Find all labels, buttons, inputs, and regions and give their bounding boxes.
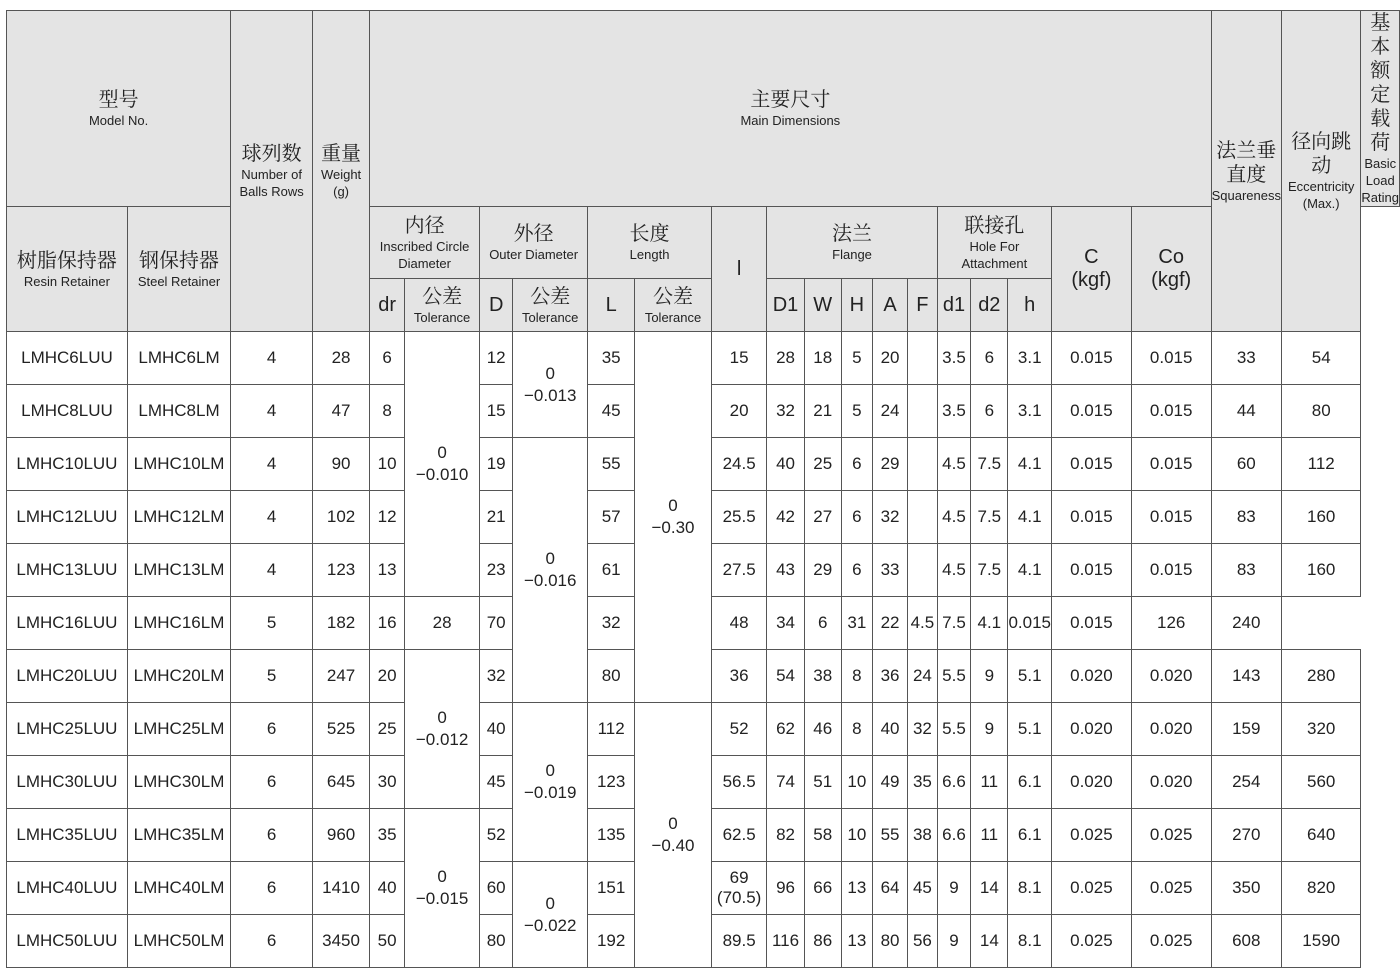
l-header: l xyxy=(711,207,766,332)
weight-cell: 90 xyxy=(313,438,370,491)
table-row xyxy=(7,703,1400,756)
weight-cell: 182 xyxy=(313,597,370,650)
a-cell: 49 xyxy=(872,756,907,809)
length-cell: 123 xyxy=(588,756,635,809)
flange-header: 法兰 Flange xyxy=(767,207,937,279)
od-cell: 19 xyxy=(480,438,513,491)
co-header: Co (kgf) xyxy=(1131,207,1211,332)
od-cell: 52 xyxy=(480,809,513,862)
h-hole-cell: 4.1 xyxy=(971,597,1008,650)
h-flange-cell: 8 xyxy=(841,703,872,756)
c-cell: 270 xyxy=(1211,809,1281,862)
table-body xyxy=(7,332,1400,968)
f-cell xyxy=(908,544,938,597)
dr-tolerance-cell: 0 −0.012 xyxy=(405,650,480,809)
d1-hole-cell: 3.5 xyxy=(937,385,970,438)
eccentricity-cell: 0.015 xyxy=(1131,491,1211,544)
d2-hole-cell: 11 xyxy=(971,756,1008,809)
eccentricity-cell: 0.015 xyxy=(1051,597,1131,650)
od-cell: 12 xyxy=(480,332,513,385)
a-cell: 24 xyxy=(872,385,907,438)
l-cell: 20 xyxy=(711,385,766,438)
main-dimensions-header: 主要尺寸 Main Dimensions xyxy=(370,11,1212,207)
co-cell: 160 xyxy=(1281,544,1360,597)
steel-model-cell: LMHC12LM xyxy=(127,491,230,544)
resin-model-cell: LMHC50LUU xyxy=(7,915,128,968)
steel-model-cell: LMHC35LM xyxy=(127,809,230,862)
h-flange-cell: 6 xyxy=(804,597,841,650)
f-cell: 35 xyxy=(908,756,938,809)
resin-model-cell: LMHC10LUU xyxy=(7,438,128,491)
h-flange-cell: 6 xyxy=(841,544,872,597)
resin-model-cell: LMHC6LUU xyxy=(7,332,128,385)
d1-hole-cell: 4.5 xyxy=(937,544,970,597)
a-cell: 31 xyxy=(841,597,872,650)
dr-cell: 30 xyxy=(370,756,405,809)
d1-hole-cell: 9 xyxy=(937,915,970,968)
h-hole-cell: 6.1 xyxy=(1008,809,1052,862)
eccentricity-cell: 0.020 xyxy=(1131,756,1211,809)
a-cell: 55 xyxy=(872,809,907,862)
length-cell: 45 xyxy=(588,385,635,438)
od-tolerance-cell: 0 −0.013 xyxy=(513,332,588,438)
d1-flange-cell: 42 xyxy=(767,491,804,544)
w-cell: 38 xyxy=(804,650,841,703)
w-cell: 18 xyxy=(804,332,841,385)
c-cell: 83 xyxy=(1211,544,1281,597)
balls-cell: 6 xyxy=(231,809,313,862)
d1-hole-cell: 6.6 xyxy=(937,756,970,809)
resin-model-cell: LMHC30LUU xyxy=(7,756,128,809)
c-cell: 159 xyxy=(1211,703,1281,756)
od-cell: 15 xyxy=(480,385,513,438)
od-tolerance-cell: 0 −0.019 xyxy=(513,703,588,862)
balls-cell: 5 xyxy=(231,597,313,650)
w-cell: 21 xyxy=(804,385,841,438)
h-hole-cell: 4.1 xyxy=(1008,544,1052,597)
steel-model-cell: LMHC10LM xyxy=(127,438,230,491)
w-cell: 66 xyxy=(804,862,841,915)
dr-cell: 8 xyxy=(370,385,405,438)
c-cell: 254 xyxy=(1211,756,1281,809)
steel-model-cell: LMHC40LM xyxy=(127,862,230,915)
a-cell: 29 xyxy=(872,438,907,491)
co-cell: 240 xyxy=(1211,597,1281,650)
eccentricity-header: 径向跳动 Eccentricity (Max.) xyxy=(1281,11,1360,332)
d1-hole-cell: 5.5 xyxy=(937,650,970,703)
eccentricity-cell: 0.015 xyxy=(1131,438,1211,491)
length-cell: 80 xyxy=(588,650,635,703)
squareness-cell: 0.020 xyxy=(1051,650,1131,703)
od-tolerance-cell: 0 −0.016 xyxy=(513,438,588,703)
model-header: 型号 Model No. xyxy=(7,11,231,207)
d1-hole-cell: 4.5 xyxy=(937,491,970,544)
balls-cell: 4 xyxy=(231,491,313,544)
l-cell: 36 xyxy=(711,650,766,703)
weight-cell: 960 xyxy=(313,809,370,862)
balls-cell: 6 xyxy=(231,756,313,809)
l-cell: 89.5 xyxy=(711,915,766,968)
eccentricity-cell: 0.020 xyxy=(1131,650,1211,703)
steel-model-cell: LMHC25LM xyxy=(127,703,230,756)
d1-flange-header: D1 xyxy=(767,279,804,332)
length-cell: 57 xyxy=(588,491,635,544)
a-cell: 36 xyxy=(872,650,907,703)
d1-flange-cell: 48 xyxy=(711,597,766,650)
dr-cell: 16 xyxy=(370,597,405,650)
dr-cell: 20 xyxy=(370,650,405,703)
length-header: 长度 Length xyxy=(588,207,712,279)
f-cell: 22 xyxy=(872,597,907,650)
d1-hole-cell: 3.5 xyxy=(937,332,970,385)
l-cell: 15 xyxy=(711,332,766,385)
steel-model-cell: LMHC30LM xyxy=(127,756,230,809)
w-header: W xyxy=(804,279,841,332)
steel-model-cell: LMHC20LM xyxy=(127,650,230,703)
d1-hole-cell: 9 xyxy=(937,862,970,915)
d1-flange-cell: 82 xyxy=(767,809,804,862)
dr-cell: 50 xyxy=(370,915,405,968)
w-cell: 29 xyxy=(804,544,841,597)
h-flange-cell: 8 xyxy=(841,650,872,703)
length-cell: 61 xyxy=(588,544,635,597)
co-cell: 320 xyxy=(1281,703,1360,756)
d1-flange-cell: 74 xyxy=(767,756,804,809)
d2-hole-cell: 9 xyxy=(971,703,1008,756)
resin-model-cell: LMHC13LUU xyxy=(7,544,128,597)
co-cell: 560 xyxy=(1281,756,1360,809)
weight-cell: 123 xyxy=(313,544,370,597)
co-cell: 112 xyxy=(1281,438,1360,491)
c-cell: 60 xyxy=(1211,438,1281,491)
weight-cell: 645 xyxy=(313,756,370,809)
length-tolerance-cell: 0 −0.40 xyxy=(635,703,712,968)
eccentricity-cell: 0.020 xyxy=(1131,703,1211,756)
l-cell: 24.5 xyxy=(711,438,766,491)
c-cell: 33 xyxy=(1211,332,1281,385)
f-cell xyxy=(908,332,938,385)
balls-cell: 4 xyxy=(231,385,313,438)
resin-model-cell: LMHC16LUU xyxy=(7,597,128,650)
od-cell: 60 xyxy=(480,862,513,915)
c-cell: 83 xyxy=(1211,491,1281,544)
l-cell: 25.5 xyxy=(711,491,766,544)
d2-hole-cell: 7.5 xyxy=(971,438,1008,491)
f-cell xyxy=(908,385,938,438)
od-header: D xyxy=(480,279,513,332)
d2-hole-cell: 6 xyxy=(971,385,1008,438)
d1-hole-cell: 4.5 xyxy=(908,597,938,650)
co-cell: 640 xyxy=(1281,809,1360,862)
h-hole-cell: 5.1 xyxy=(1008,650,1052,703)
squareness-cell: 0.015 xyxy=(1051,438,1131,491)
steel-model-cell: LMHC13LM xyxy=(127,544,230,597)
length-cell: 192 xyxy=(588,915,635,968)
squareness-cell: 0.025 xyxy=(1051,915,1131,968)
l-cell: 56.5 xyxy=(711,756,766,809)
c-cell: 608 xyxy=(1211,915,1281,968)
squareness-cell: 0.015 xyxy=(1051,544,1131,597)
h-hole-cell: 8.1 xyxy=(1008,915,1052,968)
hole-header: 联接孔 Hole For Attachment xyxy=(937,207,1051,279)
balls-cell: 4 xyxy=(231,544,313,597)
f-header: F xyxy=(908,279,938,332)
weight-cell: 47 xyxy=(313,385,370,438)
c-header: C (kgf) xyxy=(1051,207,1131,332)
co-cell: 820 xyxy=(1281,862,1360,915)
d2-hole-header: d2 xyxy=(971,279,1008,332)
od-cell: 32 xyxy=(480,650,513,703)
balls-cell: 4 xyxy=(231,438,313,491)
c-cell: 350 xyxy=(1211,862,1281,915)
d1-flange-cell: 28 xyxy=(767,332,804,385)
resin-model-cell: LMHC20LUU xyxy=(7,650,128,703)
f-cell: 45 xyxy=(908,862,938,915)
od-cell: 45 xyxy=(480,756,513,809)
balls-cell: 5 xyxy=(231,650,313,703)
f-cell xyxy=(908,438,938,491)
length-cell: 35 xyxy=(588,332,635,385)
weight-cell: 247 xyxy=(313,650,370,703)
w-cell: 51 xyxy=(804,756,841,809)
dr-header: dr xyxy=(370,279,405,332)
resin-model-cell: LMHC12LUU xyxy=(7,491,128,544)
eccentricity-cell: 0.015 xyxy=(1131,332,1211,385)
d1-flange-cell: 54 xyxy=(767,650,804,703)
h-hole-cell: 4.1 xyxy=(1008,438,1052,491)
od-cell: 21 xyxy=(480,491,513,544)
dr-cell: 10 xyxy=(370,438,405,491)
resin-retainer-header: 树脂保持器 Resin Retainer xyxy=(7,207,128,332)
steel-model-cell: LMHC8LM xyxy=(127,385,230,438)
squareness-header: 法兰垂直度 Squareness xyxy=(1211,11,1281,332)
f-cell xyxy=(908,491,938,544)
h-hole-cell: 8.1 xyxy=(1008,862,1052,915)
resin-model-cell: LMHC40LUU xyxy=(7,862,128,915)
eccentricity-cell: 0.025 xyxy=(1131,862,1211,915)
d2-hole-cell: 14 xyxy=(971,862,1008,915)
length-cell: 151 xyxy=(588,862,635,915)
f-cell: 38 xyxy=(908,809,938,862)
inner-diameter-header: 内径 Inscribed Circle Diameter xyxy=(370,207,480,279)
squareness-cell: 0.020 xyxy=(1051,756,1131,809)
c-cell: 143 xyxy=(1211,650,1281,703)
w-cell: 27 xyxy=(804,491,841,544)
f-cell: 24 xyxy=(908,650,938,703)
h-hole-header: h xyxy=(1008,279,1052,332)
weight-cell: 102 xyxy=(313,491,370,544)
dr-cell: 40 xyxy=(370,862,405,915)
weight-cell: 3450 xyxy=(313,915,370,968)
h-hole-cell: 5.1 xyxy=(1008,703,1052,756)
resin-model-cell: LMHC35LUU xyxy=(7,809,128,862)
h-flange-cell: 13 xyxy=(841,862,872,915)
w-cell: 46 xyxy=(804,703,841,756)
steel-model-cell: LMHC6LM xyxy=(127,332,230,385)
dr-tolerance-cell: 0 −0.010 xyxy=(405,332,480,597)
a-header: A xyxy=(872,279,907,332)
dr-tolerance-header: 公差 Tolerance xyxy=(405,279,480,332)
dr-cell: 13 xyxy=(370,544,405,597)
h-flange-cell: 6 xyxy=(841,438,872,491)
d1-flange-cell: 40 xyxy=(767,438,804,491)
h-flange-cell: 6 xyxy=(841,491,872,544)
d2-hole-cell: 7.5 xyxy=(937,597,970,650)
squareness-cell: 0.020 xyxy=(1051,703,1131,756)
eccentricity-cell: 0.025 xyxy=(1131,809,1211,862)
h-flange-cell: 5 xyxy=(841,332,872,385)
od-cell: 28 xyxy=(405,597,480,650)
squareness-cell: 0.015 xyxy=(1051,332,1131,385)
f-cell: 32 xyxy=(908,703,938,756)
a-cell: 20 xyxy=(872,332,907,385)
od-cell: 80 xyxy=(480,915,513,968)
co-cell: 54 xyxy=(1281,332,1360,385)
eccentricity-cell: 0.025 xyxy=(1131,915,1211,968)
d2-hole-cell: 11 xyxy=(971,809,1008,862)
weight-cell: 28 xyxy=(313,332,370,385)
h-hole-cell: 3.1 xyxy=(1008,332,1052,385)
len-header: L xyxy=(588,279,635,332)
squareness-cell: 0.015 xyxy=(1051,385,1131,438)
l-cell: 69 (70.5) xyxy=(711,862,766,915)
dr-tolerance-cell: 0 −0.015 xyxy=(405,809,480,968)
w-cell: 58 xyxy=(804,809,841,862)
co-cell: 1590 xyxy=(1281,915,1360,968)
length-cell: 55 xyxy=(588,438,635,491)
d1-hole-cell: 5.5 xyxy=(937,703,970,756)
len-tolerance-header: 公差 Tolerance xyxy=(635,279,712,332)
a-cell: 80 xyxy=(872,915,907,968)
steel-retainer-header: 钢保持器 Steel Retainer xyxy=(127,207,230,332)
d1-flange-cell: 116 xyxy=(767,915,804,968)
d2-hole-cell: 14 xyxy=(971,915,1008,968)
spec-table xyxy=(6,10,1400,968)
d1-flange-cell: 32 xyxy=(767,385,804,438)
od-cell: 40 xyxy=(480,703,513,756)
h-flange-cell: 13 xyxy=(841,915,872,968)
l-cell: 52 xyxy=(711,703,766,756)
h-flange-cell: 10 xyxy=(841,756,872,809)
weight-header: 重量 Weight (g) xyxy=(313,11,370,332)
squareness-cell: 0.015 xyxy=(1008,597,1052,650)
w-cell: 25 xyxy=(804,438,841,491)
d2-hole-cell: 6 xyxy=(971,332,1008,385)
c-cell: 126 xyxy=(1131,597,1211,650)
h-hole-cell: 6.1 xyxy=(1008,756,1052,809)
squareness-cell: 0.025 xyxy=(1051,809,1131,862)
weight-cell: 1410 xyxy=(313,862,370,915)
h-flange-cell: 5 xyxy=(841,385,872,438)
od-tolerance-header: 公差 Tolerance xyxy=(513,279,588,332)
resin-model-cell: LMHC8LUU xyxy=(7,385,128,438)
length-cell: 112 xyxy=(588,703,635,756)
dr-cell: 12 xyxy=(370,491,405,544)
a-cell: 32 xyxy=(872,491,907,544)
w-cell: 86 xyxy=(804,915,841,968)
d2-hole-cell: 7.5 xyxy=(971,491,1008,544)
co-cell: 80 xyxy=(1281,385,1360,438)
l-cell: 32 xyxy=(588,597,635,650)
f-cell: 56 xyxy=(908,915,938,968)
d1-flange-cell: 62 xyxy=(767,703,804,756)
length-cell: 70 xyxy=(480,597,513,650)
steel-model-cell: LMHC50LM xyxy=(127,915,230,968)
d2-hole-cell: 9 xyxy=(971,650,1008,703)
a-cell: 64 xyxy=(872,862,907,915)
balls-header: 球列数 Number of Balls Rows xyxy=(231,11,313,332)
co-cell: 160 xyxy=(1281,491,1360,544)
d1-hole-cell: 6.6 xyxy=(937,809,970,862)
balls-cell: 6 xyxy=(231,915,313,968)
od-tolerance-cell: 0 −0.022 xyxy=(513,862,588,968)
balls-cell: 6 xyxy=(231,703,313,756)
table-row xyxy=(7,332,1400,385)
d1-flange-cell: 43 xyxy=(767,544,804,597)
l-cell: 62.5 xyxy=(711,809,766,862)
steel-model-cell: LMHC16LM xyxy=(127,597,230,650)
c-cell: 44 xyxy=(1211,385,1281,438)
dr-cell: 35 xyxy=(370,809,405,862)
eccentricity-cell: 0.015 xyxy=(1131,385,1211,438)
length-cell: 135 xyxy=(588,809,635,862)
a-cell: 40 xyxy=(872,703,907,756)
weight-cell: 525 xyxy=(313,703,370,756)
eccentricity-cell: 0.015 xyxy=(1131,544,1211,597)
h-hole-cell: 3.1 xyxy=(1008,385,1052,438)
d1-hole-cell: 4.5 xyxy=(937,438,970,491)
squareness-cell: 0.015 xyxy=(1051,491,1131,544)
balls-cell: 4 xyxy=(231,332,313,385)
resin-model-cell: LMHC25LUU xyxy=(7,703,128,756)
h-flange-header: H xyxy=(841,279,872,332)
h-hole-cell: 4.1 xyxy=(1008,491,1052,544)
d2-hole-cell: 7.5 xyxy=(971,544,1008,597)
w-cell: 34 xyxy=(767,597,804,650)
d1-hole-header: d1 xyxy=(937,279,970,332)
squareness-cell: 0.025 xyxy=(1051,862,1131,915)
a-cell: 33 xyxy=(872,544,907,597)
h-flange-cell: 10 xyxy=(841,809,872,862)
l-cell: 27.5 xyxy=(711,544,766,597)
outer-diameter-header: 外径 Outer Diameter xyxy=(480,207,588,279)
balls-cell: 6 xyxy=(231,862,313,915)
load-rating-header: 基本额定载荷 Basic Load Rating xyxy=(1361,12,1399,205)
od-cell: 23 xyxy=(480,544,513,597)
dr-cell: 25 xyxy=(370,703,405,756)
d1-flange-cell: 96 xyxy=(767,862,804,915)
dr-cell: 6 xyxy=(370,332,405,385)
length-tolerance-cell: 0 −0.30 xyxy=(635,332,712,703)
co-cell: 280 xyxy=(1281,650,1360,703)
